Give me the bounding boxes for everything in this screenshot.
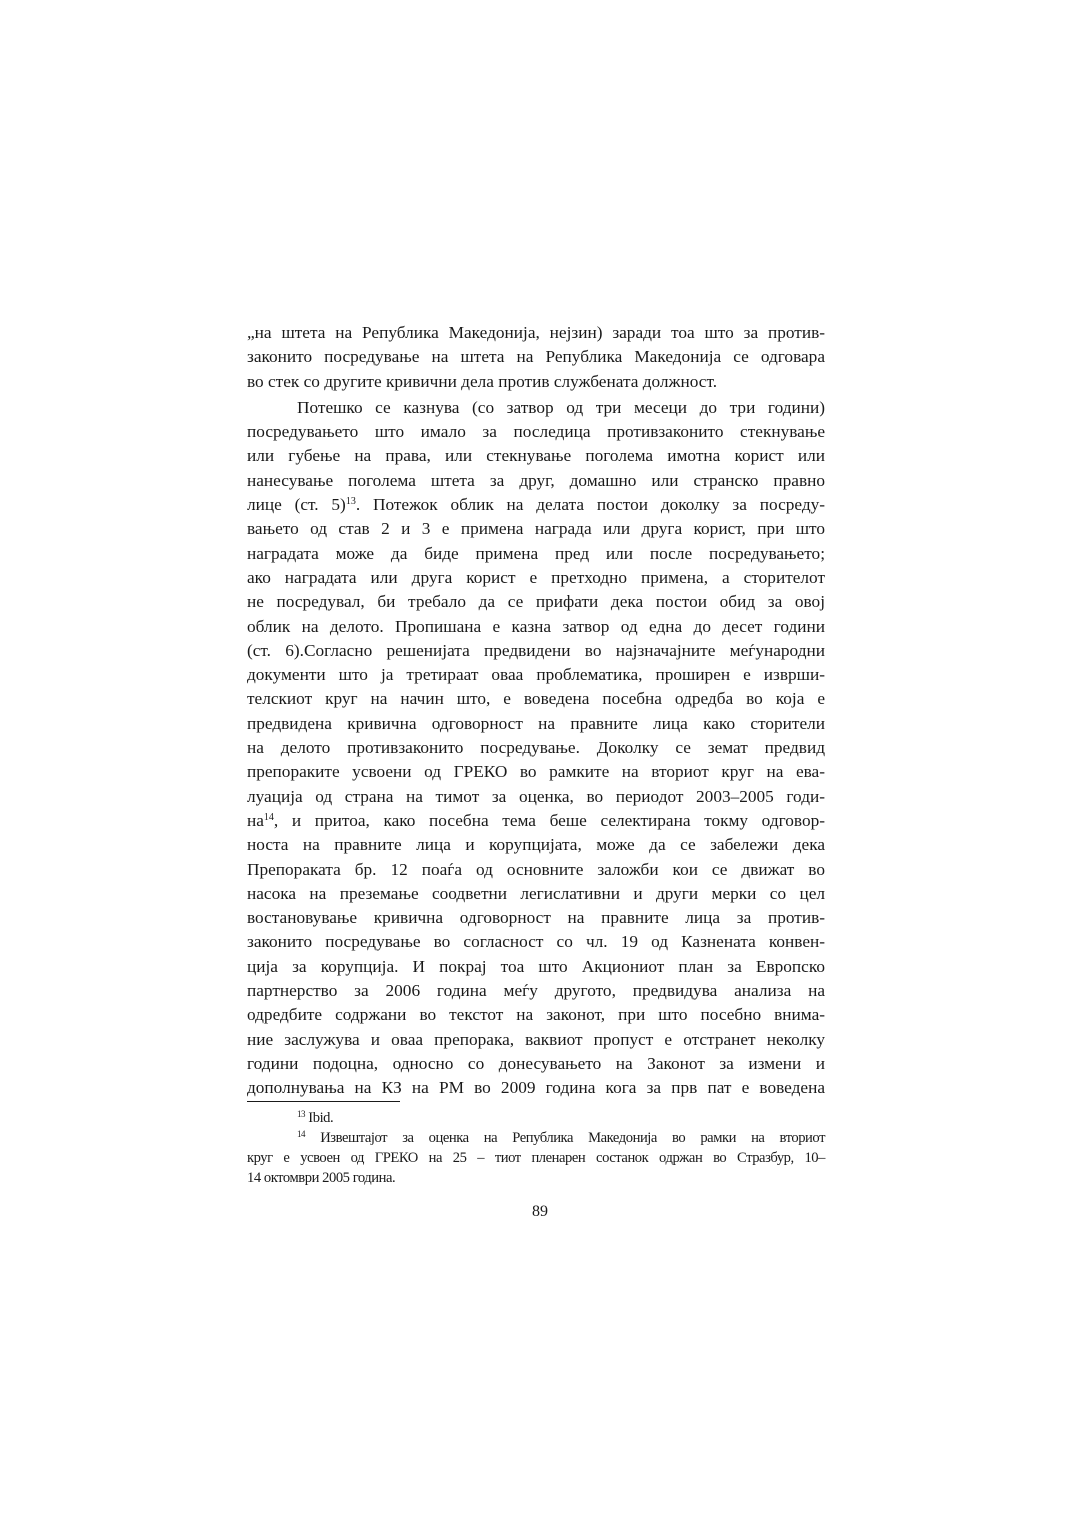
body-line: луација од страна на тимот за оценка, во периодот 2003–2005 годи- [247, 786, 825, 806]
body-text-segment: . Потежок облик на делата постои доколку за посреду- [355, 495, 826, 515]
body-line: востановување кривична одговорност на правните лица за против- [247, 908, 825, 928]
body-line: партнерство за 2006 година меѓу другото, предвидува анализа на [247, 981, 825, 1001]
body-line: законито посредување во согласност со чл. 19 од Казнената конвен- [247, 932, 825, 952]
body-line: препораките усвоени од ГРЕКО во рамките на вториот круг на ева- [247, 762, 825, 782]
footnote-number: 13 [297, 1109, 306, 1119]
body-line: ние заслужува и оваа препорака, ваквиот пропуст е отстранет неколку [247, 1029, 825, 1049]
body-text [247, 321, 825, 1101]
body-line: „на штета на Република Македонија, нејзин) заради тоа што за против- [247, 323, 825, 342]
body-line: (ст. 6).Согласно решенијата предвидени во најзначајните меѓународни [247, 640, 825, 660]
body-line: наградата може да биде примена пред или после посредувањето; [247, 543, 825, 563]
body-line: насока на преземање соодветни легислативни и други мерки со цел [247, 883, 825, 903]
body-text-segment: , и притоа, како посебна тема беше селектирана токму одговор- [273, 810, 825, 830]
body-line: вањето од став 2 и 3 е примена награда или друга корист, при што [247, 519, 825, 539]
footnote-ref-14: 14 [263, 811, 274, 823]
body-text-segment: на [247, 810, 264, 830]
body-line: носта на правните лица и корупцијата, може да се забележи дека [247, 835, 825, 855]
body-text-segment: лице (ст. 5) [247, 495, 346, 515]
footnote-ref-13: 13 [345, 496, 356, 508]
footnote-text: Ibid. [305, 1110, 334, 1126]
page-number: 89 [532, 1203, 548, 1220]
body-line: години подоцна, односно со донесувањето на Законот за измени и [247, 1053, 825, 1073]
footnote-text: Извештајот за оценка на Република Македонија во рамки на вториот [305, 1130, 825, 1146]
body-line [247, 493, 825, 517]
footnote-divider [247, 1101, 400, 1102]
body-line: ако наградата или друга корист е претходно примена, а сторителот [247, 567, 825, 587]
body-line: документи што ја третираат оваа проблематика, проширен е изврши- [247, 665, 825, 685]
body-line: законито посредување на штета на Република Македонија се одговара [247, 347, 825, 367]
body-line: одредбите содржани во текстот на законот, при што посебно внима- [247, 1005, 825, 1025]
body-line: на делото противзаконито посредување. Доколку се земат предвид [247, 738, 825, 758]
footnote-text: круг е усвоен од ГРЕКО на 25 – тиот пленарен состанок одржан во Стразбур, 10– [247, 1150, 825, 1166]
footnotes [247, 1108, 825, 1188]
body-line: не посредувал, би требало да се прифати дека постои обид за овој [247, 592, 825, 612]
body-line: телскиот круг на начин што, е воведена посебна одредба во која е [247, 689, 825, 709]
body-line: посредувањето што имало за последица противзаконито стекнување [247, 422, 825, 442]
body-line [247, 809, 825, 833]
body-line: облик на делото. Пропишана е казна затвор од една до десет години [247, 616, 825, 636]
body-line: Потешко се казнува (со затвор од три месеци до три години) [297, 397, 825, 417]
footnote-13 [247, 1108, 825, 1128]
footnote-text: 14 октомври 2005 година. [247, 1170, 396, 1186]
body-line: дополнувања на КЗ на РМ во 2009 година кога за прв пат е воведена [247, 1078, 825, 1098]
body-line: ција за корупција. И покрај тоа што Акциониот план за Европско [247, 956, 825, 976]
body-line: во стек со другите кривични дела против службената должност. [247, 371, 718, 391]
body-line: или губење на права, или стекнување поголема имотна корист или [247, 446, 825, 466]
footnote-number: 14 [297, 1129, 306, 1139]
footnote-14 [247, 1128, 825, 1148]
body-line: нанесување поголема штета за друг, домашно или странско правно [247, 470, 825, 490]
body-line: предвидена кривична одговорност на правните лица како сторители [247, 713, 825, 733]
body-line: Препораката бр. 12 поаѓа од основните заложби кои се движат во [247, 859, 825, 879]
